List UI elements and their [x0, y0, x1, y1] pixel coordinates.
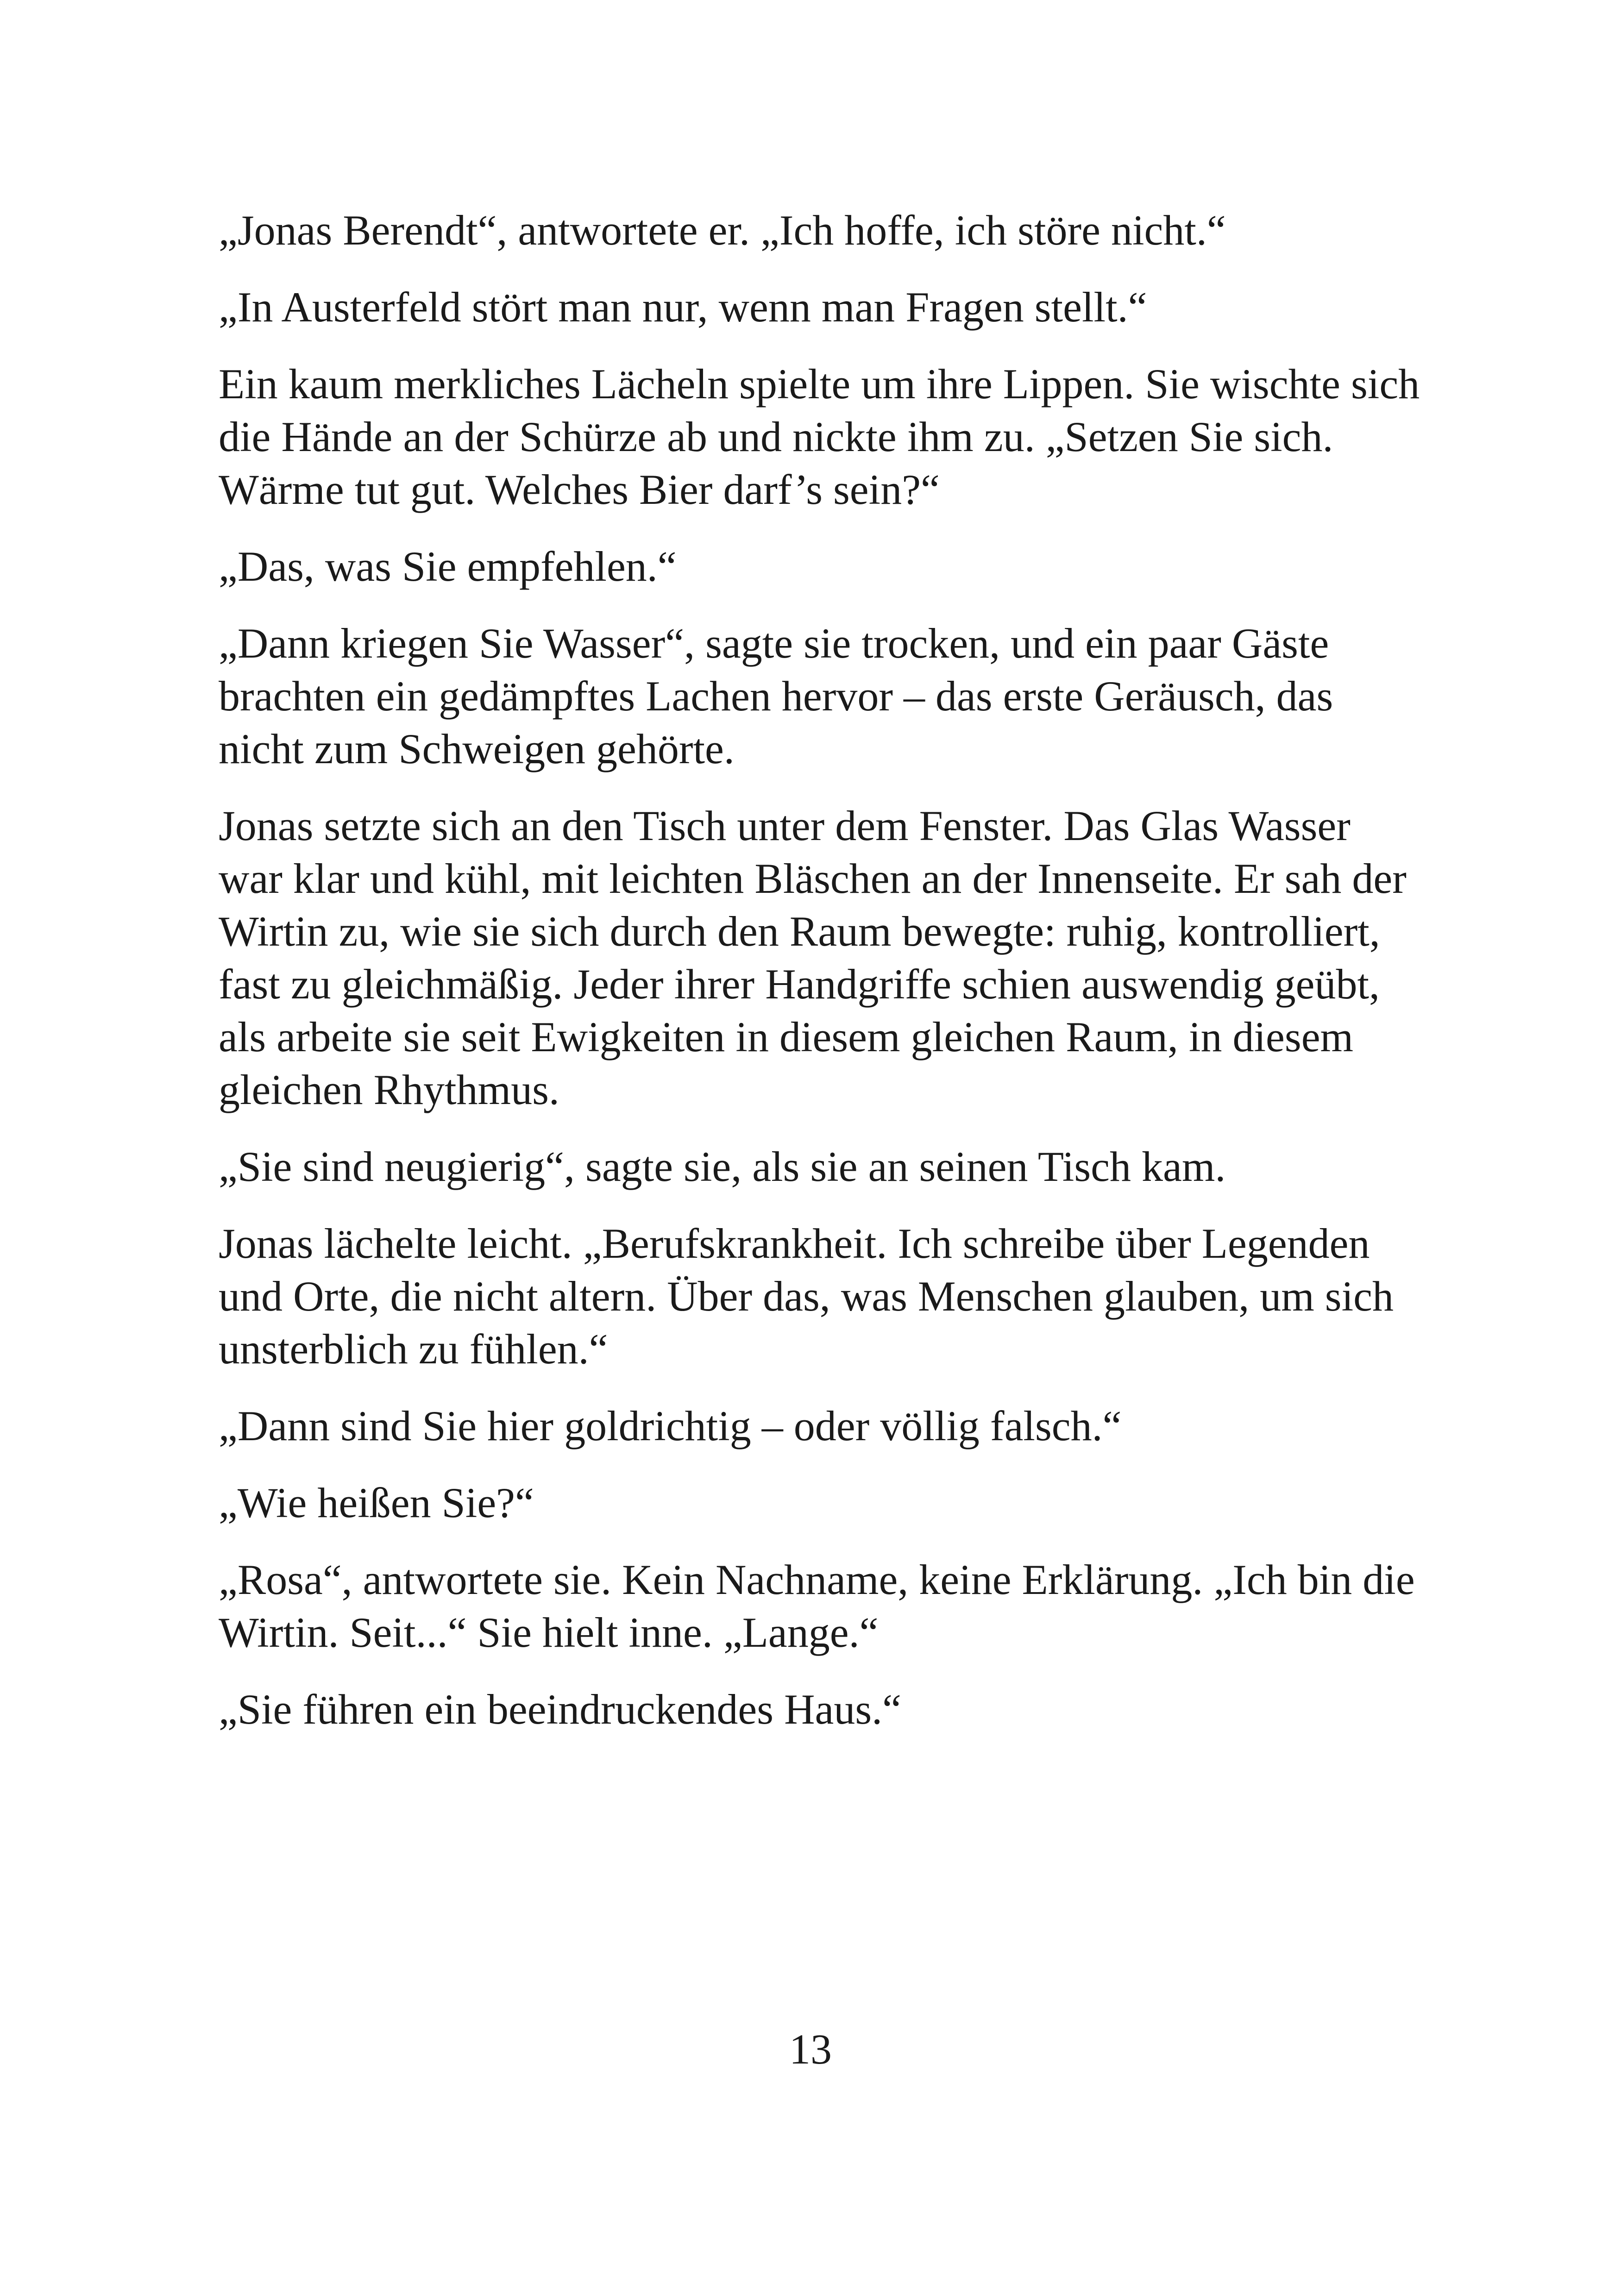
paragraph: „In Austerfeld stört man nur, wenn man Fragen stellt.“: [219, 283, 1147, 331]
page-number: 13: [789, 2026, 832, 2073]
paragraph: Ein kaum merkliches Lächeln spielte um ihre Lippen. Sie wischte sich die Hände an der Schürze ab und nickte ihm zu. „Setzen Sie sich. Wärme tut gut. Welches Bier darf’s sein?“: [219, 360, 1420, 513]
paragraph: „Jonas Berendt“, antwortete er. „Ich hoffe, ich störe nicht.“: [219, 207, 1226, 254]
paragraph: „Dann kriegen Sie Wasser“, sagte sie trocken, und ein paar Gäste brachten ein gedämpftes Lachen hervor – das erste Geräusch, das nicht zum Schweigen gehörte.: [219, 620, 1333, 772]
paragraph: „Sie führen ein beeindruckendes Haus.“: [219, 1686, 901, 1733]
paragraph: Jonas setzte sich an den Tisch unter dem Fenster. Das Glas Wasser war klar und kühl, mit leichten Bläschen an der Innenseite. Er sah der Wirtin zu, wie sie sich durch den Raum bewegte: ruhig, kontrolliert, fast zu gleichmäßig. Jeder ihrer Handgriffe schien auswendig geübt, als arbeite sie seit Ewigkeiten in diesem gleichen Raum, in diesem gleichen Rhythmus.: [219, 802, 1407, 1113]
paragraph: Jonas lächelte leicht. „Berufskrankheit. Ich schreibe über Legenden und Orte, die nicht altern. Über das, was Menschen glauben, um sich unsterblich zu fühlen.“: [219, 1220, 1394, 1373]
paragraph: „Wie heißen Sie?“: [219, 1479, 534, 1526]
paragraph: „Dann sind Sie hier goldrichtig – oder völlig falsch.“: [219, 1402, 1122, 1449]
body-text: [219, 204, 1423, 1760]
paragraph: „Sie sind neugierig“, sagte sie, als sie an seinen Tisch kam.: [219, 1143, 1226, 1190]
paragraph: „Rosa“, antwortete sie. Kein Nachname, keine Erklärung. „Ich bin die Wirtin. Seit...“ Sie hielt inne. „Lange.“: [219, 1556, 1415, 1656]
paragraph: „Das, was Sie empfehlen.“: [219, 543, 677, 590]
